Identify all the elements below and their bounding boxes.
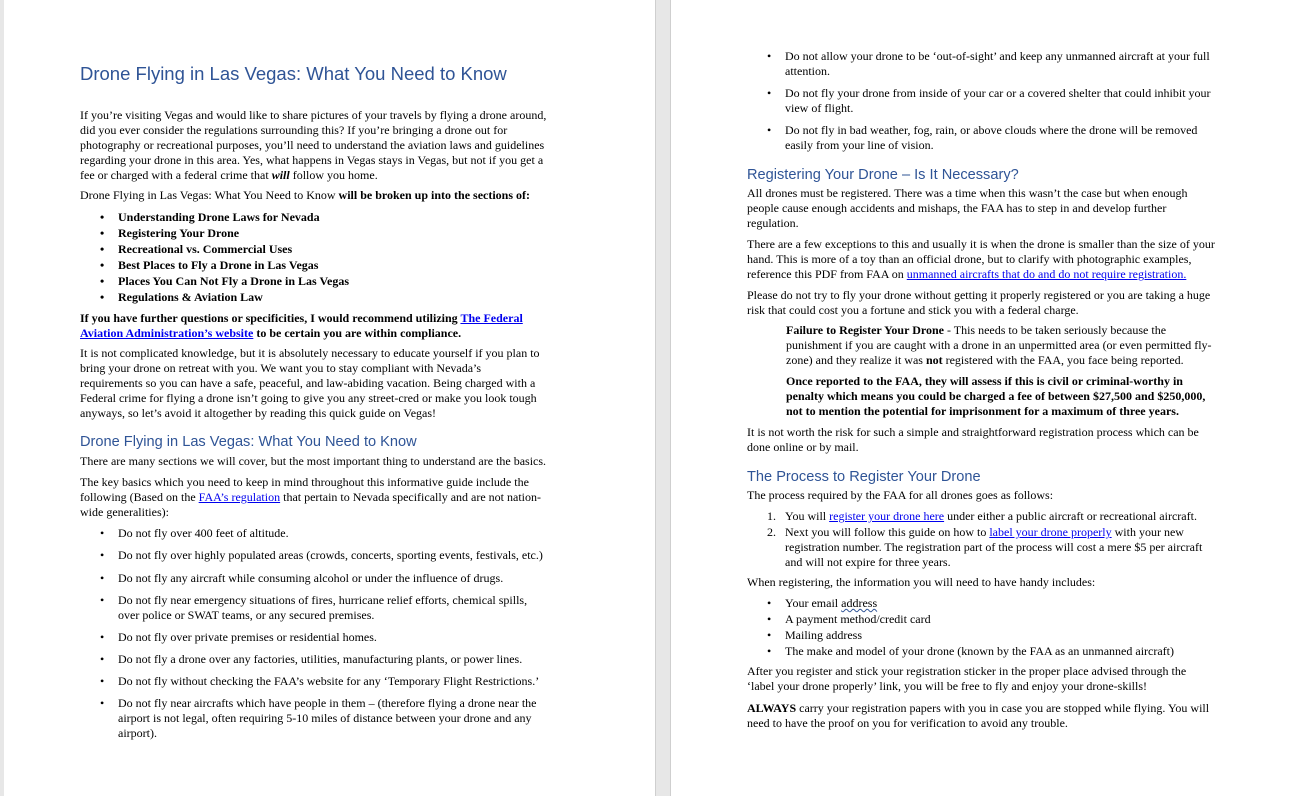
section-heading: Registering Your Drone – Is It Necessary? bbox=[747, 167, 1019, 183]
text-run: Next you will follow this guide on how to bbox=[785, 525, 990, 539]
text-line: hand. This is more of a toy than an official drone, but to clarify with photographic examples, bbox=[747, 252, 1192, 266]
text-line: view of flight. bbox=[785, 101, 854, 115]
text-line: It is not complicated knowledge, but it is absolutely necessary to educate yourself if you plan to bbox=[80, 346, 540, 360]
text-line: wide generalities): bbox=[80, 505, 169, 519]
list-item bbox=[118, 674, 543, 696]
text-line: ‘label your drone properly’ link, you will be free to fly and enjoy your drone-skills! bbox=[747, 679, 1148, 693]
text-line: If you’re visiting Vegas and would like to share pictures of your travels by flying a drone around, bbox=[80, 108, 547, 122]
list-item: • Best Places to Fly a Drone in Las Vegas bbox=[118, 258, 349, 274]
faa-website-link[interactable]: Aviation Administration’s website bbox=[80, 326, 254, 340]
text-line: Federal crime for flying a drone isn’t going to give you any street-cred or make you look tough bbox=[80, 391, 537, 405]
text-line: • Do not fly your drone from inside of your car or a covered shelter that could inhibit your bbox=[785, 86, 1211, 100]
emphasis-text: will bbox=[271, 168, 290, 182]
text-line: There are a few exceptions to this and usually it is when the drone is smaller than the size of your bbox=[747, 237, 1215, 251]
text-line: The key basics which you need to keep in mind throughout this informative guide include the bbox=[80, 475, 529, 489]
list-item bbox=[767, 509, 1202, 525]
text-line: punishment if you are caught with a drone in an unpermitted area (or even permitted fly- bbox=[786, 338, 1212, 352]
needs-intro: When registering, the information you will need to have handy includes: bbox=[747, 575, 1096, 589]
bold-text: not bbox=[925, 353, 943, 367]
registration-paragraph bbox=[747, 186, 1187, 231]
document-page-right bbox=[671, 0, 1307, 796]
worth-paragraph bbox=[747, 425, 1199, 455]
text-run: under either a public aircraft or recreational aircraft. bbox=[944, 509, 1197, 523]
text-line: people cause enough accidents and mishaps, the FAA has to step in and develop further bbox=[747, 201, 1167, 215]
text-run: following (Based on the bbox=[80, 490, 199, 504]
rules-list bbox=[118, 526, 543, 741]
faa-regulation-link[interactable]: FAA’s regulation bbox=[198, 490, 281, 504]
text-line: Once reported to the FAA, they will assess if this is civil or criminal-worthy in bbox=[786, 374, 1183, 388]
penalty-quote bbox=[786, 374, 1205, 419]
text-line: attention. bbox=[785, 64, 830, 78]
list-item bbox=[785, 49, 1211, 86]
text-run: carry your registration papers with you in case you are stopped while flying. You will bbox=[796, 701, 1210, 715]
bold-text: Failure to Register Your Drone bbox=[786, 323, 944, 337]
list-item bbox=[785, 86, 1211, 123]
text-line: Do not fly over highly populated areas (crowds, concerts, sporting events, festivals, etc.) bbox=[118, 548, 543, 562]
text-run: with your new bbox=[1111, 525, 1184, 539]
text-line: penalty which means you could be charged a fee of between $27,500 and $250,000, bbox=[786, 389, 1206, 403]
text-line: need to have the proof on you for verification to avoid any trouble. bbox=[747, 716, 1068, 730]
list-item bbox=[118, 630, 543, 652]
text-line: photography or recreational purposes, you’ll need to understand the aviation laws and guidelines bbox=[80, 138, 545, 152]
text-line: regarding your drone in this area. Yes, what happens in Vegas stays in Vegas, but not if you get a bbox=[80, 153, 544, 167]
text-run: fee or charged with a federal crime that bbox=[80, 168, 272, 182]
section-heading: Drone Flying in Las Vegas: What You Need to Know bbox=[80, 434, 417, 450]
list-item: • Places You Can Not Fly a Drone in Las Vegas bbox=[118, 274, 349, 290]
text-line: All drones must be registered. There was a time when this wasn’t the case but when enough bbox=[747, 186, 1188, 200]
text-line: It is not worth the risk for such a simple and straightforward registration process which can be bbox=[747, 425, 1199, 439]
list-item bbox=[118, 571, 543, 593]
step-number: 2. bbox=[767, 525, 776, 539]
list-item: • Recreational vs. Commercial Uses bbox=[118, 242, 349, 258]
basics-paragraph: There are many sections we will cover, but the most important thing to understand are the basics. bbox=[80, 454, 547, 468]
faa-paragraph bbox=[80, 311, 523, 341]
list-item: • Regulations & Aviation Law bbox=[118, 290, 349, 306]
text-line: After you register and stick your registration sticker in the proper place advised through the bbox=[747, 664, 1187, 678]
text-line: Do not fly any aircraft while consuming alcohol or under the influence of drugs. bbox=[118, 571, 504, 585]
text-run: If you have further questions or specificities, I would recommend utilizing bbox=[80, 311, 461, 325]
text-run: Your email bbox=[785, 596, 842, 610]
text-line: easily from your line of vision. bbox=[785, 138, 934, 152]
text-run: reference this PDF from FAA on bbox=[747, 267, 907, 281]
text-line bbox=[786, 353, 1212, 368]
page-gutter bbox=[655, 0, 671, 796]
text-line: risk that could cost you a fortune and stick you with a federal charge. bbox=[747, 303, 1079, 317]
text-line: Do not fly over 400 feet of altitude. bbox=[118, 526, 289, 540]
always-paragraph bbox=[747, 701, 1209, 731]
label-drone-link[interactable]: label your drone properly bbox=[989, 525, 1112, 539]
text-run: to be certain you are within compliance. bbox=[253, 326, 462, 340]
rules-list-continued bbox=[785, 49, 1211, 153]
list-item: • Registering Your Drone bbox=[118, 226, 349, 242]
warning-paragraph bbox=[747, 288, 1210, 318]
text-line: • Do not fly near emergency situations of fires, hurricane relief efforts, chemical spills, bbox=[118, 593, 528, 607]
text-line: requirements so you can have a safe, peaceful, and law-abiding vacation. Being charged with a bbox=[80, 376, 536, 390]
text-line bbox=[747, 701, 1209, 716]
text-line: and will not expire for three years. bbox=[785, 555, 951, 569]
faa-website-link[interactable]: The Federal bbox=[460, 311, 523, 325]
document-page-left bbox=[4, 0, 655, 796]
text-run: zone) and they realize it was bbox=[786, 353, 926, 367]
text-line bbox=[80, 326, 523, 341]
after-paragraph bbox=[747, 664, 1186, 694]
bold-text: ALWAYS bbox=[747, 701, 797, 715]
spellcheck-word: address bbox=[841, 596, 878, 610]
step-number: 1. bbox=[767, 509, 776, 523]
text-line: Please do not try to fly your drone without getting it properly registered or you are taking a huge bbox=[747, 288, 1211, 302]
list-item bbox=[785, 596, 1174, 612]
text-line: regulation. bbox=[747, 216, 799, 230]
process-steps bbox=[767, 509, 1203, 570]
text-line: Do not fly a drone over any factories, utilities, manufacturing plants, or power lines. bbox=[118, 652, 523, 666]
list-item bbox=[785, 123, 1211, 153]
list-item bbox=[118, 696, 543, 741]
text-line: anyways, so let’s avoid it altogether by reading this quick guide on Vegas! bbox=[80, 406, 437, 420]
sections-lead bbox=[80, 188, 530, 203]
key-basics-paragraph bbox=[80, 475, 541, 520]
text-line: • Do not fly near aircrafts which have people in them – (therefore flying a drone near the bbox=[118, 696, 537, 710]
text-line: bring your drone on retreat with you. We want you to stay compliant with Nevada’s bbox=[80, 361, 482, 375]
text-run: that pertain to Nevada specifically and are not nation- bbox=[280, 490, 542, 504]
intro-paragraph bbox=[80, 108, 546, 183]
page-title: Drone Flying in Las Vegas: What You Need to Know bbox=[80, 63, 507, 84]
exceptions-paragraph bbox=[747, 237, 1215, 282]
text-line: not to mention the potential for imprisonment for a maximum of three years. bbox=[786, 404, 1179, 418]
text-run: - This needs to be taken seriously because the bbox=[943, 323, 1167, 337]
sections-list bbox=[118, 210, 349, 306]
list-item bbox=[118, 593, 543, 630]
needs-list bbox=[785, 596, 1174, 660]
text-line: did you ever consider the regulations surrounding this? If you’re bringing a drone out for bbox=[80, 123, 508, 137]
list-item: • Understanding Drone Laws for Nevada bbox=[118, 210, 349, 226]
text-line bbox=[80, 311, 523, 326]
register-drone-link[interactable]: register your drone here bbox=[829, 509, 945, 523]
text-line: Do not fly without checking the FAA’s website for any ‘Temporary Flight Restrictions.’ bbox=[118, 674, 540, 688]
text-line: • Do not allow your drone to be ‘out-of-sight’ and keep any unmanned aircraft at your full bbox=[785, 49, 1210, 63]
text-line bbox=[747, 267, 1215, 282]
text-line bbox=[80, 490, 541, 505]
list-item: • The make and model of your drone (known by the FAA as an unmanned aircraft) bbox=[785, 644, 1174, 660]
list-item bbox=[118, 652, 543, 674]
list-item bbox=[767, 525, 1203, 570]
educate-paragraph bbox=[80, 346, 540, 421]
bold-text: will be broken up into the sections of: bbox=[338, 188, 531, 202]
text-line: Do not fly over private premises or residential homes. bbox=[118, 630, 377, 644]
section-heading: The Process to Register Your Drone bbox=[747, 469, 981, 485]
list-item: • A payment method/credit card bbox=[785, 612, 1174, 628]
text-line: airport). bbox=[118, 726, 157, 740]
list-item: • Mailing address bbox=[785, 628, 1174, 644]
registration-requirements-link[interactable]: unmanned aircrafts that do and do not require registration. bbox=[906, 267, 1187, 281]
text-run: You will bbox=[785, 509, 830, 523]
text-line: over police or SWAT teams, or any secured premises. bbox=[118, 608, 375, 622]
failure-quote bbox=[786, 323, 1212, 368]
text-line: done online or by mail. bbox=[747, 440, 859, 454]
text-line bbox=[80, 168, 546, 183]
text-run: registered with the FAA, you face being reported. bbox=[942, 353, 1184, 367]
text-run: follow you home. bbox=[289, 168, 378, 182]
text-run: Drone Flying in Las Vegas: What You Need to Know bbox=[80, 188, 339, 202]
text-line bbox=[786, 323, 1212, 338]
list-item bbox=[118, 548, 543, 571]
text-line: • Do not fly in bad weather, fog, rain, or above clouds where the drone will be removed bbox=[785, 123, 1198, 137]
text-line: registration number. The registration part of the process will cost a mere $5 per aircraft bbox=[785, 540, 1203, 554]
text-line: airport is not legal, often requiring 5-10 miles of distance between your drone and any bbox=[118, 711, 532, 725]
process-intro: The process required by the FAA for all drones goes as follows: bbox=[747, 488, 1054, 502]
list-item bbox=[118, 526, 543, 548]
